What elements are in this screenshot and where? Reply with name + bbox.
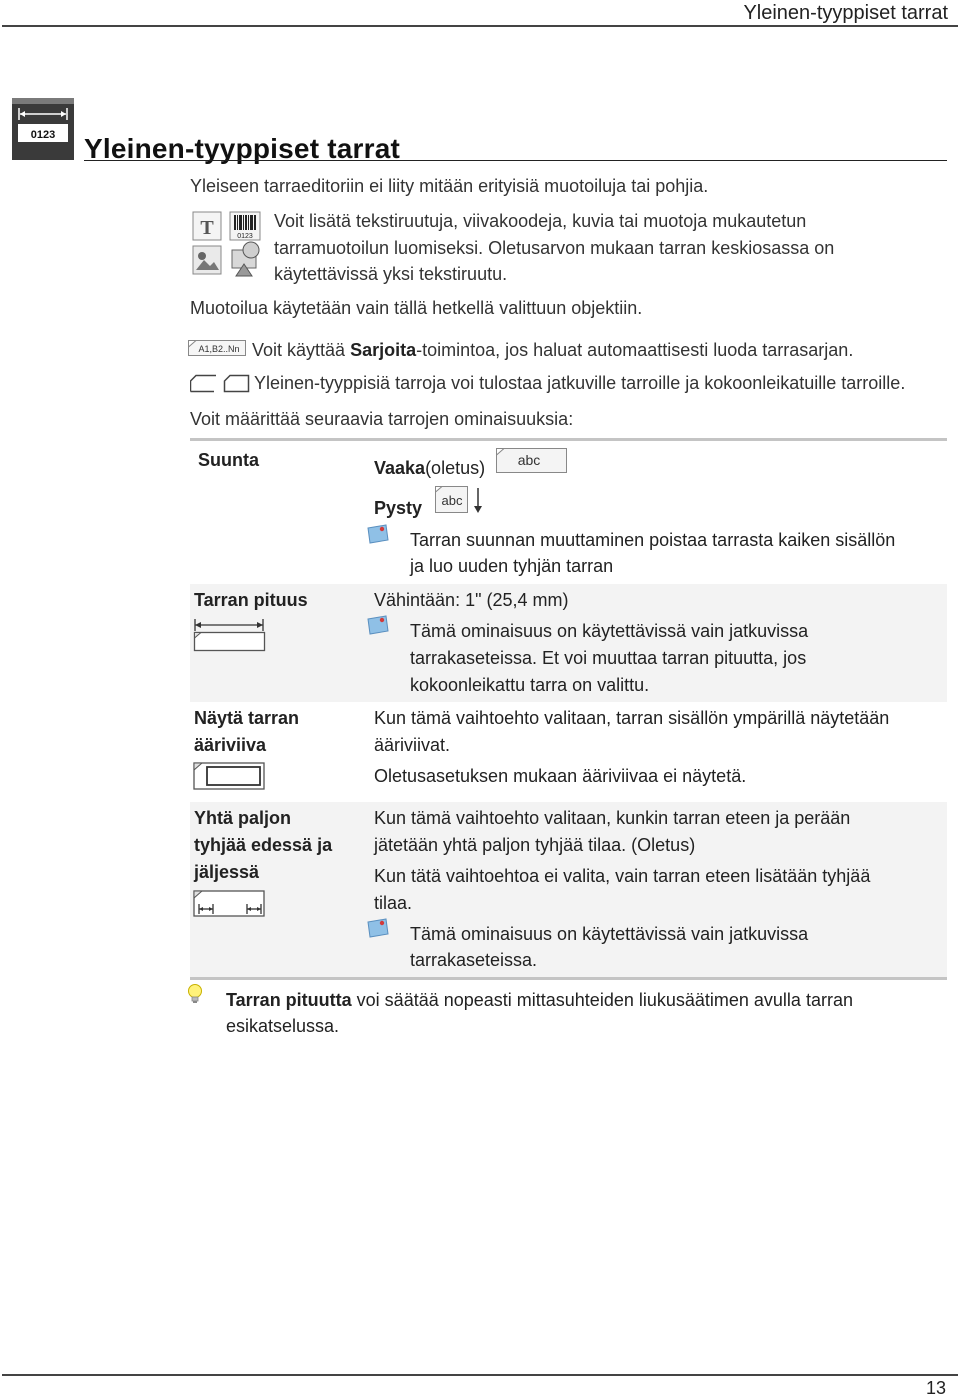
orientation-note-line1: Tarran suunnan muuttaminen poistaa tarrasta kaiken sisällön	[410, 530, 896, 550]
note-icon	[366, 615, 390, 635]
orientation-label: Suunta	[198, 450, 259, 470]
note-icon	[366, 918, 390, 938]
table-bottom-rule	[190, 977, 947, 980]
border-label-line1: Näytä tarran	[194, 708, 300, 728]
border-label-line2: ääriviiva	[194, 735, 267, 755]
page-number: 13	[925, 1378, 946, 1398]
length-minimum: Vähintään: 1" (25,4 mm)	[374, 590, 569, 610]
barcode-tool-icon	[230, 212, 260, 240]
properties-intro: Voit määrittää seuraavia tarrojen ominaisuuksia:	[190, 409, 574, 429]
section-title: Yleinen-tyyppiset tarrat	[84, 133, 400, 164]
section-title-rule	[84, 160, 947, 161]
tool-icons	[192, 210, 262, 278]
section-icon-text: 0123	[30, 129, 56, 141]
tools-note-line1: Voit lisätä tekstiruutuja, viivakoodeja, kuvia tai muotoja mukautetun	[274, 211, 807, 231]
spacing-label-line3: jäljessä	[194, 862, 260, 882]
landscape-icon	[496, 448, 568, 474]
equal-spacing-icon	[193, 890, 267, 918]
series-icon-text: A1,B2..Nn	[198, 344, 240, 354]
svg-text:T: T	[200, 217, 214, 239]
portrait-icon	[435, 486, 485, 516]
table-top-rule	[190, 438, 947, 441]
label-length-icon	[193, 618, 267, 652]
landscape-icon-text: abc	[517, 452, 541, 468]
tip-line2: esikatselussa.	[226, 1016, 340, 1036]
length-note-line3: kokoonleikattu tarra on valittu.	[410, 675, 650, 695]
label-length-section-icon	[12, 98, 74, 160]
series-icon	[188, 337, 246, 357]
border-default: Oletusasetuksen mukaan ääriviivaa ei näytetä.	[374, 766, 747, 786]
image-tool-icon	[193, 246, 221, 274]
shape-tool-icon	[232, 242, 259, 276]
tools-note-line3: käytettävissä yksi tekstiruutu.	[274, 264, 508, 284]
intro-text: Yleiseen tarraeditoriin ei liity mitään erityisiä muotoiluja tai pohjia.	[190, 176, 709, 196]
lightbulb-icon	[186, 983, 208, 1007]
footer-rule	[2, 1374, 958, 1376]
note-icon	[366, 524, 390, 544]
spacing-note-line2: tarrakaseteissa.	[410, 950, 538, 970]
series-note: Voit käyttää Sarjoita-toimintoa, jos haluat automaattisesti luoda tarrasarjan.	[252, 340, 854, 360]
border-icon	[193, 762, 267, 792]
header-rule	[2, 25, 958, 27]
spacing-note-line1: Tämä ominaisuus on käytettävissä vain jatkuvissa	[410, 924, 809, 944]
portrait-option: Pysty	[374, 498, 423, 518]
running-header-title: Yleinen-tyyppiset tarrat	[743, 2, 948, 24]
spacing-label-line2: tyhjää edessä ja	[194, 835, 333, 855]
tools-note-line2: tarramuotoilun luomiseksi. Oletusarvon mukaan tarran keskiosassa on	[274, 238, 835, 258]
spacing-desc2-line2: tilaa.	[374, 893, 413, 913]
spacing-desc-line2: jätetään yhtä paljon tyhjää tilaa. (Oletus)	[374, 835, 696, 855]
length-note-line2: tarrakaseteissa. Et voi muuttaa tarran pituutta, jos	[410, 648, 807, 668]
portrait-icon-text: abc	[441, 493, 463, 508]
orientation-note-line2: ja luo uuden tyhjän tarran	[410, 556, 614, 576]
barcode-digits: 0123	[237, 233, 253, 240]
spacing-desc-line1: Kun tämä vaihtoehto valitaan, kunkin tarran eteen ja perään	[374, 808, 851, 828]
border-desc-line2: ääriviivat.	[374, 735, 451, 755]
print-note: Yleinen-tyyppisiä tarroja voi tulostaa jatkuville tarroille ja kokoonleikatuille tarroille.	[254, 373, 906, 393]
landscape-option: Vaaka(oletus)	[374, 458, 486, 478]
text-tool-icon	[193, 212, 221, 240]
spacing-label-line1: Yhtä paljon	[194, 808, 292, 828]
length-note-line1: Tämä ominaisuus on käytettävissä vain jatkuvissa	[410, 621, 809, 641]
length-label: Tarran pituus	[194, 590, 308, 610]
format-note: Muotoilua käytetään vain tällä hetkellä valittuun objektiin.	[190, 298, 643, 318]
border-desc-line1: Kun tämä vaihtoehto valitaan, tarran sisällön ympärillä näytetään	[374, 708, 890, 728]
spacing-desc2-line1: Kun tätä vaihtoehtoa ei valita, vain tarran eteen lisätään tyhjää	[374, 866, 871, 886]
tip-line1: Tarran pituutta voi säätää nopeasti mittasuhteiden liukusäätimen avulla tarran	[226, 990, 853, 1010]
label-types-icon	[190, 371, 250, 393]
